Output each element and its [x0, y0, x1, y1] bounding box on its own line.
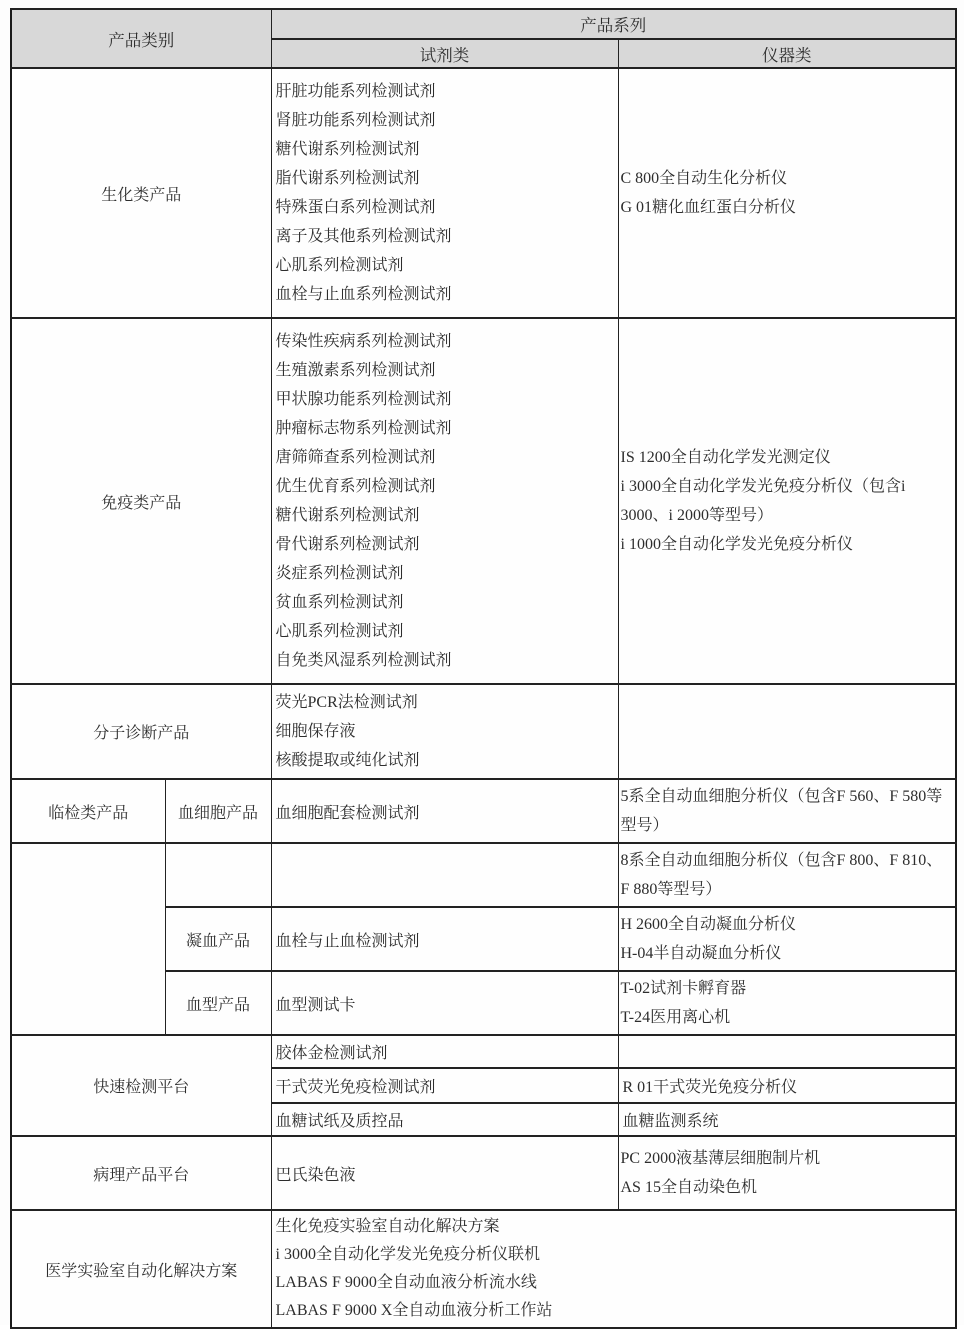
cell-category-biochem: 生化类产品: [11, 68, 271, 318]
automation-item: LABAS F 9000 X全自动血液分析工作站: [275, 1302, 553, 1319]
cell-reagents-immuno: [271, 318, 618, 684]
header-instrument-col: 仪器类: [618, 39, 956, 68]
instrument-item: PC 2000液基薄层细胞制片机: [620, 1150, 821, 1167]
reagent-item: 肝脏功能系列检测试剂: [275, 83, 436, 100]
cell-subcategory-empty: [165, 843, 271, 907]
reagent-item: 生殖激素系列检测试剂: [275, 362, 436, 379]
automation-item: i 3000全自动化学发光免疫分析仪联机: [275, 1246, 540, 1263]
cell-category-pathology: 病理产品平台: [11, 1136, 271, 1210]
instrument-item: 5系全自动血细胞分析仪（包含F 560、F 580等型号）: [620, 788, 943, 834]
row-clinical-blood-cell-2: [11, 843, 956, 907]
cell-reagent-empty: [271, 843, 618, 907]
cell-reagent-coagulation: 血栓与止血检测试剂: [271, 907, 618, 971]
instrument-item: i 1000全自动化学发光免疫分析仪: [620, 536, 853, 553]
instrument-item: H 2600全自动凝血分析仪: [620, 916, 797, 933]
header-row-1: [11, 9, 956, 39]
reagent-item: 肾脏功能系列检测试剂: [275, 112, 436, 129]
automation-item: LABAS F 9000全自动血液分析流水线: [275, 1274, 537, 1291]
cell-instrument-rapid-3: 血糖监测系统: [618, 1103, 956, 1136]
reagent-item: 炎症系列检测试剂: [275, 565, 404, 582]
cell-subcategory-blood-cell: 血细胞产品: [165, 779, 271, 843]
row-rapid-1: [11, 1035, 956, 1068]
cell-instruments-biochem: [618, 68, 956, 318]
reagent-item: 传染性疾病系列检测试剂: [275, 333, 452, 350]
cell-instrument-blood-cell-2: [618, 843, 956, 907]
cell-category-automation: 医学实验室自动化解决方案: [11, 1210, 271, 1328]
cell-reagent-rapid-1: 胶体金检测试剂: [271, 1035, 618, 1068]
product-table: [10, 8, 957, 1329]
reagent-item: 核酸提取或纯化试剂: [275, 752, 420, 769]
header-category: 产品类别: [11, 9, 271, 68]
cell-reagents-biochem: [271, 68, 618, 318]
cell-reagent-blood-cell: 血细胞配套检测试剂: [271, 779, 618, 843]
instrument-item: IS 1200全自动化学发光测定仪: [620, 449, 831, 466]
cell-instruments-molecular-empty: [618, 684, 956, 779]
header-series: 产品系列: [271, 9, 956, 39]
reagent-item: 细胞保存液: [275, 723, 356, 740]
reagent-item: 荧光PCR法检测试剂: [275, 694, 418, 711]
cell-instrument-blood-cell: [618, 779, 956, 843]
reagent-item: 心肌系列检测试剂: [275, 623, 404, 640]
cell-category-molecular: 分子诊断产品: [11, 684, 271, 779]
instrument-item: T-02试剂卡孵育器: [620, 980, 747, 997]
cell-reagent-blood-type: 血型测试卡: [271, 971, 618, 1035]
cell-category-clinical: 临检类产品: [11, 779, 165, 843]
reagent-item: 血栓与止血系列检测试剂: [275, 286, 452, 303]
cell-instruments-blood-type: [618, 971, 956, 1035]
cell-instrument-rapid-1-empty: [618, 1035, 956, 1068]
cell-instruments-immuno: [618, 318, 956, 684]
reagent-item: 糖代谢系列检测试剂: [275, 507, 420, 524]
instrument-item: H-04半自动凝血分析仪: [620, 945, 782, 962]
instrument-item: i 3000全自动化学发光免疫分析仪（包含i 3000、i 2000等型号）: [620, 478, 906, 524]
automation-item: 生化免疫实验室自动化解决方案: [275, 1218, 500, 1235]
instrument-item: C 800全自动生化分析仪: [620, 170, 788, 187]
cell-subcategory-blood-type: 血型产品: [165, 971, 271, 1035]
reagent-item: 优生优育系列检测试剂: [275, 478, 436, 495]
cell-instruments-pathology: [618, 1136, 956, 1210]
reagent-item: 糖代谢系列检测试剂: [275, 141, 420, 158]
cell-instrument-rapid-2: R 01干式荧光免疫分析仪: [618, 1068, 956, 1103]
row-clinical-blood-cell: [11, 779, 956, 843]
cell-reagent-rapid-3: 血糖试纸及质控品: [271, 1103, 618, 1136]
cell-subcategory-coagulation: 凝血产品: [165, 907, 271, 971]
header-reagent-col: 试剂类: [271, 39, 618, 68]
row-pathology: [11, 1136, 956, 1210]
cell-category-rapid: 快速检测平台: [11, 1035, 271, 1136]
cell-instruments-coagulation: [618, 907, 956, 971]
cell-reagent-pathology: 巴氏染色液: [271, 1136, 618, 1210]
reagent-item: 贫血系列检测试剂: [275, 594, 404, 611]
cell-reagents-molecular: [271, 684, 618, 779]
reagent-item: 唐筛筛查系列检测试剂: [275, 449, 436, 466]
reagent-item: 骨代谢系列检测试剂: [275, 536, 420, 553]
instrument-item: AS 15全自动染色机: [620, 1179, 757, 1196]
instrument-item: 8系全自动血细胞分析仪（包含F 800、F 810、F 880等型号）: [620, 852, 943, 898]
cell-category-clinical-merged-empty: [11, 843, 165, 1035]
reagent-item: 甲状腺功能系列检测试剂: [275, 391, 452, 408]
row-molecular: [11, 684, 956, 779]
cell-reagent-rapid-2: 干式荧光免疫检测试剂: [271, 1068, 618, 1103]
reagent-item: 心肌系列检测试剂: [275, 257, 404, 274]
reagent-item: 脂代谢系列检测试剂: [275, 170, 420, 187]
row-immuno: [11, 318, 956, 684]
reagent-item: 离子及其他系列检测试剂: [275, 228, 452, 245]
cell-items-automation: [271, 1210, 956, 1328]
reagent-item: 肿瘤标志物系列检测试剂: [275, 420, 452, 437]
cell-category-immuno: 免疫类产品: [11, 318, 271, 684]
row-automation: [11, 1210, 956, 1328]
instrument-item: G 01糖化血红蛋白分析仪: [620, 199, 797, 216]
instrument-item: T-24医用离心机: [620, 1009, 731, 1026]
reagent-item: 自免类风湿系列检测试剂: [275, 652, 452, 669]
row-biochem: [11, 68, 956, 318]
reagent-item: 特殊蛋白系列检测试剂: [275, 199, 436, 216]
